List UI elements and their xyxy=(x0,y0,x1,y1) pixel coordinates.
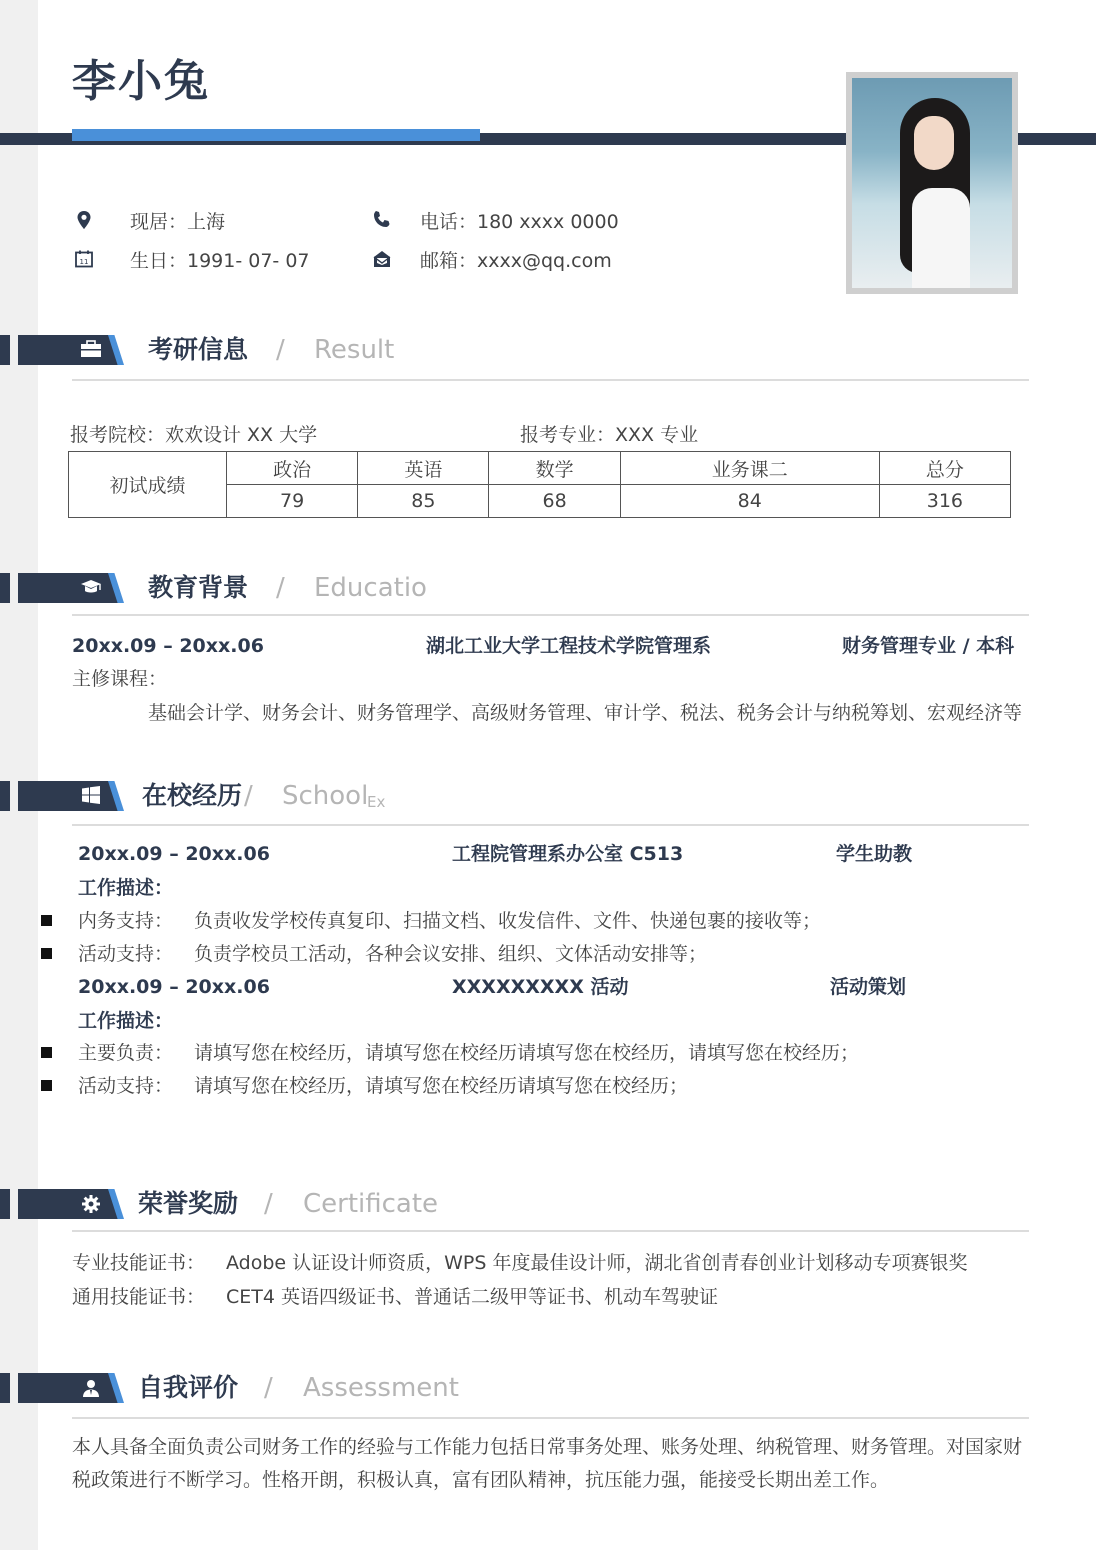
section-slash: / xyxy=(244,781,253,811)
bullet-square-icon xyxy=(41,948,52,959)
svg-text:11: 11 xyxy=(79,258,89,266)
location-pin-icon xyxy=(74,210,94,230)
duty-text: 负责学校员工活动，各种会议安排、组织、文体活动安排等； xyxy=(194,943,708,965)
section-title-school: 在校经历 xyxy=(142,781,243,810)
education-school: 湖北工业大学工程技术学院管理系 xyxy=(426,635,712,657)
score-cell: 316 xyxy=(879,485,1010,518)
section-header-exam xyxy=(0,332,1096,368)
duty-label: 内务支持： xyxy=(78,910,174,932)
bullet-square-icon xyxy=(41,1047,52,1058)
school-entry-role: 学生助教 xyxy=(836,843,913,865)
section-subtitle-school-suffix: Ex xyxy=(367,793,386,811)
section-header-school xyxy=(0,778,1096,814)
email-icon xyxy=(372,249,392,269)
section-title-honors: 荣誉奖励 xyxy=(138,1189,239,1218)
exam-major: 报考专业：XXX 专业 xyxy=(520,424,699,446)
score-table xyxy=(68,451,1011,518)
courses-label: 主修课程： xyxy=(72,668,168,690)
section-header-honors xyxy=(0,1186,1096,1222)
score-cell: 68 xyxy=(489,485,620,518)
self-eval-line: 税政策进行不断学习。性格开朗，积极认真，富有团队精神，抗压能力强，能接受长期出差工作。 xyxy=(72,1469,890,1491)
work-desc-label: 工作描述： xyxy=(78,1010,174,1032)
school-entry-period: 20xx.09 – 20xx.06 xyxy=(78,976,270,998)
section-subtitle-exam: Result xyxy=(314,335,395,365)
section-subtitle-school: School xyxy=(282,781,369,811)
duty-text: 请填写您在校经历，请填写您在校经历请填写您在校经历； xyxy=(194,1075,689,1097)
location-text: 现居：上海 xyxy=(130,211,226,233)
subject-header: 政治 xyxy=(227,452,358,485)
section-subtitle-education: Educatio xyxy=(314,573,427,603)
school-entry-place: XXXXXXXXX 活动 xyxy=(452,976,629,998)
pro-cert-text: Adobe 认证设计师资质，WPS 年度最佳设计师，湖北省创青春创业计划移动专项赛银奖 xyxy=(226,1252,968,1274)
subject-header: 英语 xyxy=(358,452,489,485)
section-divider xyxy=(72,1230,1029,1232)
section-title-self: 自我评价 xyxy=(138,1373,239,1402)
subject-header: 总分 xyxy=(879,452,1010,485)
general-cert-label: 通用技能证书： xyxy=(72,1286,206,1308)
section-title-exam: 考研信息 xyxy=(148,335,249,364)
phone-icon xyxy=(372,209,392,229)
graduation-cap-icon xyxy=(80,578,102,598)
section-subtitle-self: Assessment xyxy=(303,1373,459,1403)
school-entry-period: 20xx.09 – 20xx.06 xyxy=(78,843,270,865)
duty-text: 请填写您在校经历，请填写您在校经历请填写您在校经历，请填写您在校经历； xyxy=(194,1042,860,1064)
section-divider xyxy=(72,379,1029,381)
score-cell: 79 xyxy=(227,485,358,518)
general-cert-text: CET4 英语四级证书、普通话二级甲等证书、机动车驾驶证 xyxy=(226,1286,719,1308)
bullet-square-icon xyxy=(41,915,52,926)
self-eval-line: 本人具备全面负责公司财务工作的经验与工作能力包括日常事务处理、账务处理、纳税管理、财务管理。对国家财 xyxy=(72,1436,1023,1458)
duty-label: 活动支持： xyxy=(78,1075,174,1097)
section-title-education: 教育背景 xyxy=(148,573,249,602)
duty-label: 活动支持： xyxy=(78,943,174,965)
score-cell: 85 xyxy=(358,485,489,518)
phone-text: 电话：180 xxxx 0000 xyxy=(420,211,619,233)
score-cell: 84 xyxy=(620,485,879,518)
score-row-label: 初试成绩 xyxy=(69,452,227,518)
section-subtitle-honors: Certificate xyxy=(303,1189,439,1219)
work-desc-label: 工作描述： xyxy=(78,877,174,899)
exam-school: 报考院校：欢欢设计 XX 大学 xyxy=(70,424,318,446)
duty-text: 负责收发学校传真复印、扫描文档、收发信件、文件、快递包裹的接收等； xyxy=(194,910,822,932)
school-entry-role: 活动策划 xyxy=(830,976,907,998)
school-entry-place: 工程院管理系办公室 C513 xyxy=(452,843,684,865)
section-divider xyxy=(72,824,1029,826)
header-accent-bar xyxy=(72,129,480,141)
person-icon xyxy=(80,1378,102,1398)
education-degree: 财务管理专业 / 本科 xyxy=(842,635,1015,657)
left-margin-strip xyxy=(0,0,38,1550)
section-header-education xyxy=(0,570,1096,606)
education-period: 20xx.09 – 20xx.06 xyxy=(72,635,264,657)
duty-label: 主要负责： xyxy=(78,1042,174,1064)
gear-icon xyxy=(80,1194,102,1214)
resume-name: 李小兔 xyxy=(72,56,210,107)
subject-header: 数学 xyxy=(489,452,620,485)
email-text: 邮箱：xxxx@qq.com xyxy=(420,250,612,272)
bullet-square-icon xyxy=(41,1080,52,1091)
section-slash: / xyxy=(276,573,285,603)
subject-header: 业务课二 xyxy=(620,452,879,485)
section-divider xyxy=(72,1417,1029,1419)
profile-photo xyxy=(846,72,1018,294)
section-divider xyxy=(72,614,1029,616)
section-slash: / xyxy=(264,1189,273,1219)
section-header-self xyxy=(0,1370,1096,1406)
courses-list: 基础会计学、财务会计、财务管理学、高级财务管理、审计学、税法、税务会计与纳税筹划、宏观经济等 xyxy=(148,702,1023,724)
birthday-text: 生日：1991- 07- 07 xyxy=(130,250,310,272)
section-slash: / xyxy=(264,1373,273,1403)
section-slash: / xyxy=(276,335,285,365)
pro-cert-label: 专业技能证书： xyxy=(72,1252,206,1274)
windows-icon xyxy=(80,786,102,806)
calendar-icon xyxy=(74,249,94,269)
briefcase-icon xyxy=(80,340,102,360)
